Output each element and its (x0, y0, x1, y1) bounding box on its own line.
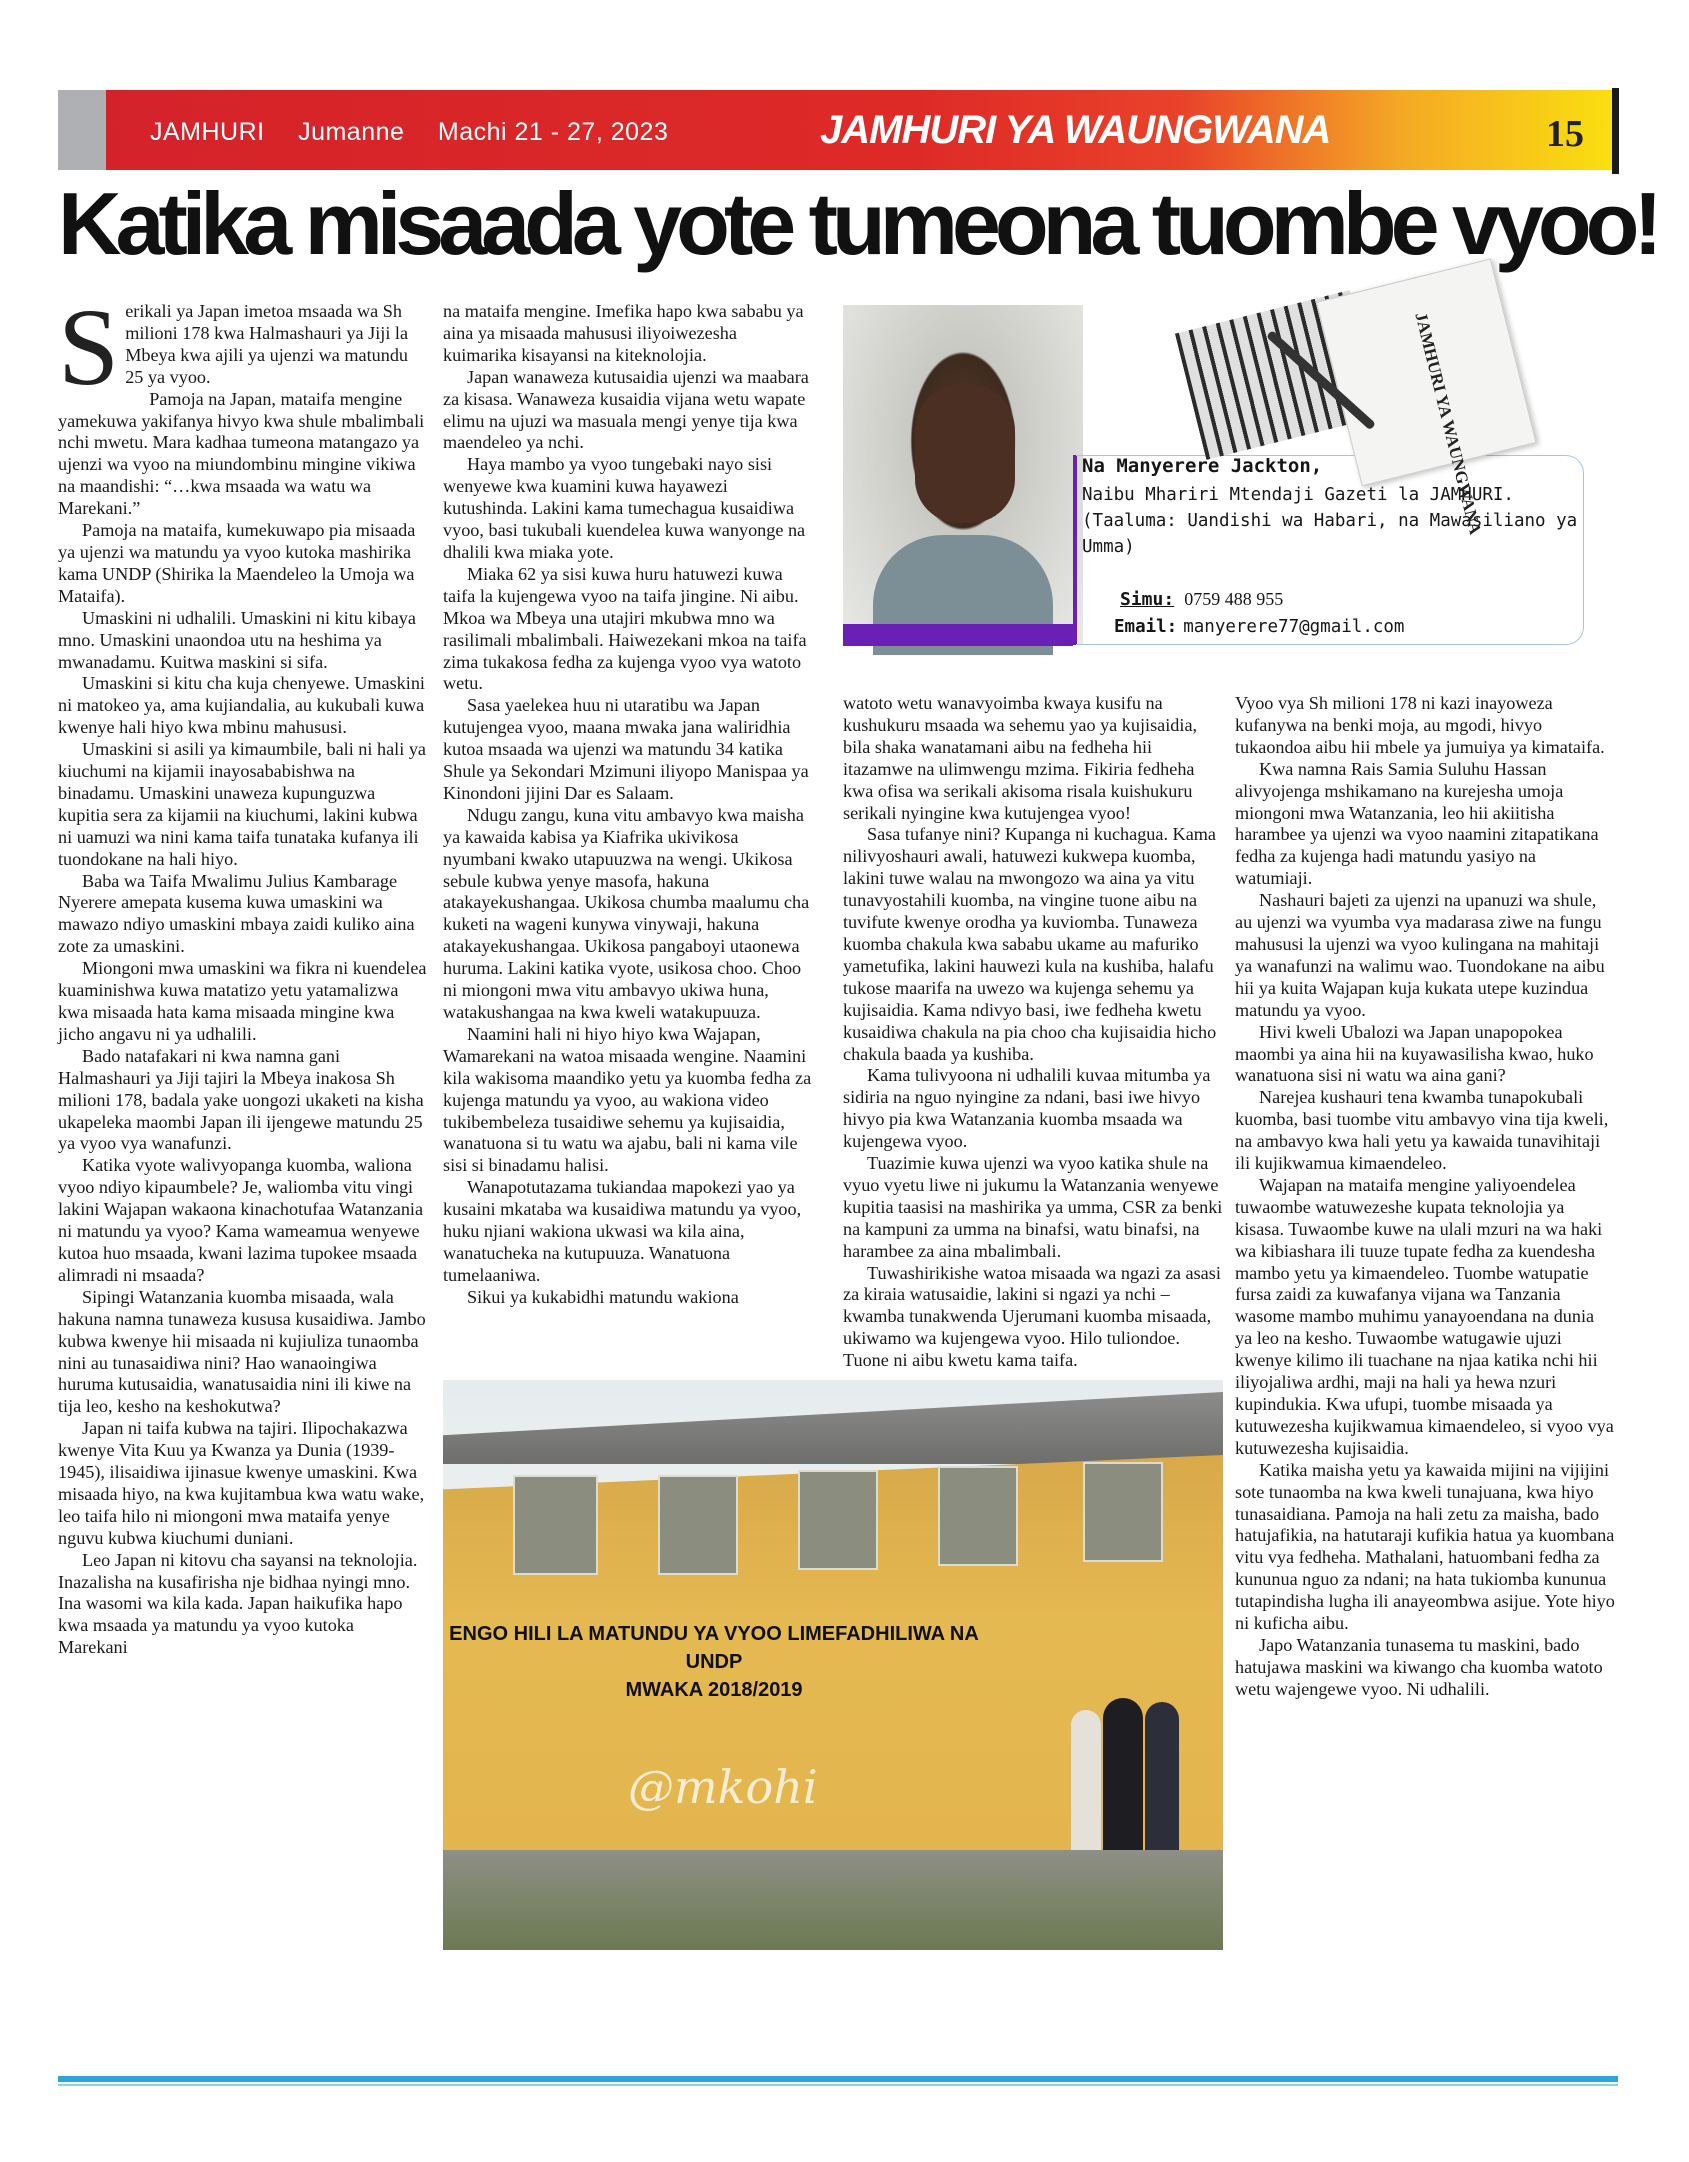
article-paragraph: na mataifa mengine. Imefika hapo kwa sababu ya aina ya misaada mahususi iliyoiwezesha kuimarika kisayansi na kiteknolojia. (443, 301, 804, 365)
photo-foundation (443, 1850, 1223, 1950)
email-address: manyerere77@gmail.com (1183, 617, 1405, 637)
article-paragraph: Katika vyote walivyopanga kuomba, waliona vyoo ndiyo kipaumbele? Je, waliomba vitu vingi lakini Wajapan wakaona kinachotufaa Watanzania ni matundu ya vyoo? Kama wameamua wenyewe kutoa huo msaada, kwani lazima tupokee msaada alimradi ni msaada? (58, 1155, 424, 1285)
article-paragraph: Nashauri bajeti za ujenzi na upanuzi wa shule, au ujenzi wa vyumba vya madarasa ziwe na fungu mahususi la ujenzi wa vyoo kulingana na mahitaji ya wanafunzi na walimu wao. Tuondokane na aibu hii ya kuita Wajapan kuja kukata utepe kuzindua matundu ya vyoo. (1235, 890, 1605, 1020)
photo-person (1071, 1710, 1101, 1860)
paper-name: JAMHURI (150, 118, 265, 146)
article-paragraph: Umaskini si kitu cha kuja chenyewe. Umaskini ni matokeo ya, ama kujiandalia, au kukubali kuwa kwenye hali hiyo kwa mbinu mahususi. (58, 673, 425, 738)
article-paragraph: Wanapotutazama tukiandaa mapokezi yao ya kusaini mkataba wa kusaidiwa matundu ya vyoo, huku njiani wakiona ukwasi wa kila aina, wanatucheka na kutupuuza. Wanatuona tumelaaniwa. (443, 1177, 802, 1285)
article-paragraph: Wajapan na mataifa mengine yaliyoendelea tuwaombe watuwezeshe kupata teknolojia ya kisasa. Tuwaombe kuwe na ulali mzuri na wa haki wa kibiashara ili tuuze tupate fedha za kuendesha mambo yetu ya kimaendeleo. Tuombe watupatie fursa zaidi za kuwafanya vijana wa Tanzania wasome mambo muhimu yanayoendana na dunia ya leo na kesho. Tuwaombe watugawie ujuzi kwenye kilimo ili tuachane na njaa katika nchi hii iliyojaliwa ardhi, maji na hali ya hewa nzuri kupindukia. Kwa ufupi, tuombe misaada ya kutuwezesha kujikwamua kimaendeleo, si vyoo vya kutuwezesha kujisaidia. (1235, 1174, 1614, 1458)
photo-sign-line-1: ENGO HILI LA MATUNDU YA VYOO LIMEFADHILIWA NA UNDP (449, 1623, 979, 1673)
section-title: JAMHURI YA WAUNGWANA (820, 108, 1331, 152)
article-paragraph: Miaka 62 ya sisi kuwa huru hatuwezi kuwa taifa la kujengewa vyoo na taifa jingine. Ni aibu. Mkoa wa Mbeya una utajiri mkubwa mno wa rasilimali mbalimbali. Haiwezekani mkoa na taifa zima tukakosa fedha za kujenga vyoo vya watoto wetu. (443, 563, 807, 694)
article-paragraph: Kwa namna Rais Samia Suluhu Hassan alivyojenga mshikamano na kurejesha umoja miongoni mwa Watanzania, leo hii akiitisha harambee ya ujenzi wa vyoo naamini zitapatikana fedha za kujenga hadi matundu yasiyo na watumiaji. (1235, 758, 1599, 889)
article-paragraph: Tuwashirikishe watoa misaada wa ngazi za asasi za kiraia watusaidie, lakini si ngazi ya nchi – kwamba tunakwenda Ujerumani kuomba misaada, ukiwamo wa kujengewa vyoo. Hilo tuliondoe. Tuone ni aibu kwetu kama taifa. (843, 1262, 1221, 1371)
author-photo (843, 305, 1083, 645)
author-name: Na Manyerere Jackton, (1082, 455, 1323, 477)
photo-sign-line-2: MWAKA 2018/2019 (625, 1679, 803, 1701)
photo-window (938, 1466, 1018, 1566)
toilet-block-photo (443, 1380, 1223, 1950)
page-number: 15 (1546, 113, 1584, 155)
article-paragraph: Sasa yaelekea huu ni utaratibu wa Japan kutujengea vyoo, maana mwaka jana waliridhia kutoa msaada wa ujenzi wa matundu 34 katika Shule ya Sekondari Mzimuni iliyopo Manispaa ya Kinondoni jijini Dar es Salaam. (443, 695, 809, 803)
article-paragraph: Japan ni taifa kubwa na tajiri. Ilipochakazwa kwenye Vita Kuu ya Kwanza ya Dunia (1939-1945), ilisaidiwa ijinasue kwenye umaskini. Kwa misaada hiyo, na kwa kujitambua kwa watu wake, leo taifa hilo ni miongoni mwa mataifa yenye nguvu kubwa kiuchumi duniani. (58, 1418, 425, 1548)
author-email (1114, 617, 1404, 637)
article-paragraph: Katika maisha yetu ya kawaida mijini na vijijini sote tunaomba na kwa kweli tunajuana, kwa hiyo tunasaidiana. Pamoja na hali zetu za maisha, bado hatujafikia, na hatutaraji kufikia hatua ya kuombana vitu vya fedheha. Mathalani, hatuombani fedha za kununua nguo za ndani; na hata tukiomba kununua tutapindisha lugha ili anayeombwa asijue. Yote hiyo ni kuficha aibu. (1235, 1459, 1615, 1634)
notebook-label: JAMHURI YA WAUNGWANA (1411, 310, 1485, 537)
article-paragraph: Sipingi Watanzania kuomba misaada, wala hakuna namna tunaweza kususa kusaidiwa. Jambo kubwa kwenye hii misaada ni kujiuliza tunaomba nini au tunasaidiwa nini? Hao wanaoingiwa huruma kutusaidia, wanatusaidia nini ili kiwe na tija leo, kesho na keshokutwa? (58, 1286, 426, 1417)
header-meta (150, 118, 694, 147)
article-paragraph: Bado natafakari ni kwa namna gani Halmashauri ya Jiji tajiri la Mbeya inakosa Sh milioni 178, badala yake uongozi ukaketi na kisha ukapeleka maombi Japan ili ijengewe matundu 25 ya vyoo vya wanafunzi. (58, 1045, 424, 1154)
author-head-shape (915, 383, 1015, 523)
article-paragraph: Miongoni mwa umaskini wa fikra ni kuendelea kuaminishwa kuwa matatizo yetu yatamalizwa kwa misaada hata kama misaada mingine kwa jicho angavu ni ya udhalili. (58, 958, 427, 1044)
photo-watermark: @mkohi (628, 1760, 818, 1814)
phone-label: Simu: (1120, 589, 1175, 610)
article-paragraph: Sasa tufanye nini? Kupanga ni kuchagua. Kama nilivyoshauri awali, hatuwezi kukwepa kuomba, lakini tuwe walau na mwongozo wa aina ya vitu tunavyostahili kuomba, na vingine tuone aibu na tuvifute kwenye orodha ya kuviomba. Tunaweza kuomba chakula kwa sababu ukame au mafuriko yametufika, lakini hauwezi kula na kushiba, halafu tukose maarifa na uwezo wa kujenga sehemu ya kujisaidia. Kama ndivyo basi, iwe fedheha kwetu kusaidiwa chakula na pia choo cha kujisaidia hicho chakula baada ya kushiba. (843, 824, 1217, 1064)
article-paragraph: erikali ya Japan imetoa msaada wa Sh milioni 178 kwa Halmashauri ya Jiji la Mbeya kwa ajili ya ujenzi wa matundu 25 ya vyoo. (125, 301, 409, 387)
page-number-bar (1612, 88, 1619, 174)
article-paragraph: Haya mambo ya vyoo tungebaki nayo sisi wenyewe kwa kuamini kuwa hayawezi kutushinda. Lakini kama tumechagua kusaidiwa vyoo, basi tukubali kuendelea kuwa wanyonge na dhalili kwa miaka yote. (443, 454, 806, 562)
article-paragraph: Narejea kushauri tena kwamba tunapokubali kuomba, basi tuombe vitu ambavyo vina tija kweli, na ambavyo kwa hali yetu ya kawaida tunavihitaji ili kujikwamua kimaendeleo. (1235, 1087, 1609, 1174)
article-column-1 (58, 286, 428, 2001)
article-column-3 (843, 693, 1223, 1371)
dropcap: S (58, 286, 120, 408)
issue-date: Machi 21 - 27, 2023 (437, 118, 669, 146)
author-phone (1120, 589, 1283, 610)
photo-window (1083, 1462, 1163, 1562)
article-column-2 (443, 301, 815, 1346)
article-paragraph: Sikui ya kukabidhi matundu wakiona (467, 1286, 739, 1307)
bottom-rule (58, 2076, 1618, 2082)
article-paragraph: Umaskini si asili ya kimaumbile, bali ni hali ya kiuchumi na kijamii inayosababishwa na binadamu. Umaskini unaweza kupunguzwa kupitia sera za kijamii na kiuchumi, lakini kubwa ni uamuzi wa nini kama taifa tunataka kufanya ili tuondokane na hali hiyo. (58, 739, 426, 869)
article-paragraph: Pamoja na mataifa, kumekuwapo pia misaada ya ujenzi wa matundu ya vyoo kutoka mashirika kama UNDP (Shirika la Maendeleo la Umoja wa Mataifa). (58, 520, 416, 606)
photo-sign (449, 1620, 979, 1704)
photo-person (1145, 1702, 1179, 1862)
article-paragraph: Hivi kweli Ubalozi wa Japan unapopokea maombi ya aina hii na kuyawasilisha kwao, huko wanatuona sisi ni watu wa aina gani? (1235, 1021, 1594, 1086)
issue-day: Jumanne (298, 118, 405, 146)
article-paragraph: Vyoo vya Sh milioni 178 ni kazi inayoweza kufanywa na benki moja, au mgodi, hivyo tukaondoa aibu hii mbele ya jumuiya ya kimataifa. (1235, 693, 1605, 757)
photo-person (1103, 1698, 1143, 1863)
headline: Katika misaada yote tumeona tuombe vyoo! (58, 174, 1657, 273)
article-column-4 (1235, 693, 1615, 2013)
photo-window (798, 1470, 878, 1570)
article-paragraph: Tuazimie kuwa ujenzi wa vyoo katika shule na vyuo vyetu liwe ni jukumu la Watanzania wenyewe kupitia taasisi na mashirika ya umma, CSR za benki na kampuni za umma na binafsi, watu binafsi, na harambee za aina mbalimbali. (843, 1153, 1223, 1261)
article-paragraph: Umaskini ni udhalili. Umaskini ni kitu kibaya mno. Umaskini unaondoa utu na heshima ya mwanadamu. Kuitwa maskini si sifa. (58, 607, 416, 672)
article-paragraph: Naamini hali ni hiyo hiyo kwa Wajapan, Wamarekani na watoa misaada wengine. Naamini kila wakisoma maandiko yetu ya kuomba fedha za kujenga matundu ya vyoo, au wakiona video tukibembeleza tusaidiwe sehemu ya kujisaidia, wanatuona si tu watu wa ajabu, bali ni kama vile sisi si binadamu halisi. (443, 1023, 812, 1176)
header-grey-block (58, 90, 106, 170)
author-role: Naibu Mhariri Mtendaji Gazeti la JAMHURI. (Taaluma: Uandishi wa Habari, na Mawasiliano ya Umma) (1082, 485, 1578, 557)
article-paragraph: Pamoja na Japan, mataifa mengine yamekuwa yakifanya hivyo kwa shule mbalimbali nchi mwetu. Mara kadhaa tumeona matangazo ya ujenzi wa vyoo na miundombinu mingine vikiwa na maandishi: “…kwa msaada wa watu wa Marekani.” (58, 388, 425, 519)
article-paragraph: Japan wanaweza kutusaidia ujenzi wa maabara za kisasa. Wanaweza kusaidia vijana wetu wapate elimu na ujuzi wa masuala mengi yenye tija kwa maendeleo ya nchi. (443, 366, 809, 453)
article-paragraph: Baba wa Taifa Mwalimu Julius Kambarage Nyerere amepata kusema kuwa umaskini wa mawazo ndiyo umaskini mbaya zaidi kuliko aina zote za umaskini. (58, 870, 415, 957)
photo-window (513, 1475, 598, 1575)
photo-roof (443, 1392, 1223, 1464)
bottom-rule-thin (58, 2084, 1618, 2086)
phone-number: 0759 488 955 (1184, 589, 1284, 609)
article-paragraph: Japo Watanzania tunasema tu maskini, bado hatujawa maskini wa kiwango cha kuomba watoto wetu wajengewe vyoo. Ni udhalili. (1235, 1634, 1603, 1699)
email-label: Email: (1114, 617, 1178, 637)
photo-window (658, 1475, 738, 1575)
article-paragraph: watoto wetu wanavyoimba kwaya kusifu na kushukuru msaada wa sehemu yao ya kujisaidia, bila shaka wanatamani aibu na fedheha hii itazamwe na ulimwengu mzima. Fikiria fedheha kwa ofisa wa serikali akisoma risala kuishukuru serikali nyingine kwa kutujengea vyoo! (843, 693, 1198, 823)
author-accent-stripe (843, 624, 1073, 646)
article-paragraph: Kama tulivyoona ni udhalili kuvaa mitumba ya sidiria na nguo nyingine za ndani, basi iwe hivyo hivyo pia kwa Watanzania kuomba msaada wa kujengewa vyoo. (843, 1065, 1211, 1152)
article-paragraph: Leo Japan ni kitovu cha sayansi na teknolojia. Inazalisha na kusafirisha nje bidhaa nyingi mno. Ina wasomi wa kila kada. Japan haikufika hapo kwa msaada ya matundu ya vyoo kutoka Marekani (58, 1549, 418, 1658)
article-paragraph: Ndugu zangu, kuna vitu ambavyo kwa maisha ya kawaida kabisa ya Kiafrika ukivikosa nyumbani kwako utapuuzwa na wengi. Ukikosa sebule kubwa yenye masofa, hakuna atakayekushangaa. Ukikosa chumba maalumu cha kuketi na wageni kunywa vinywaji, hakuna atakayekushangaa. Ukikosa pangaboyi utaonewa huruma. Lakini katika vyote, usikosa choo. Choo ni miongoni mwa vitu ambavyo ukiwa huna, watakushangaa na kwa kweli watakupuuza. (443, 804, 810, 1022)
